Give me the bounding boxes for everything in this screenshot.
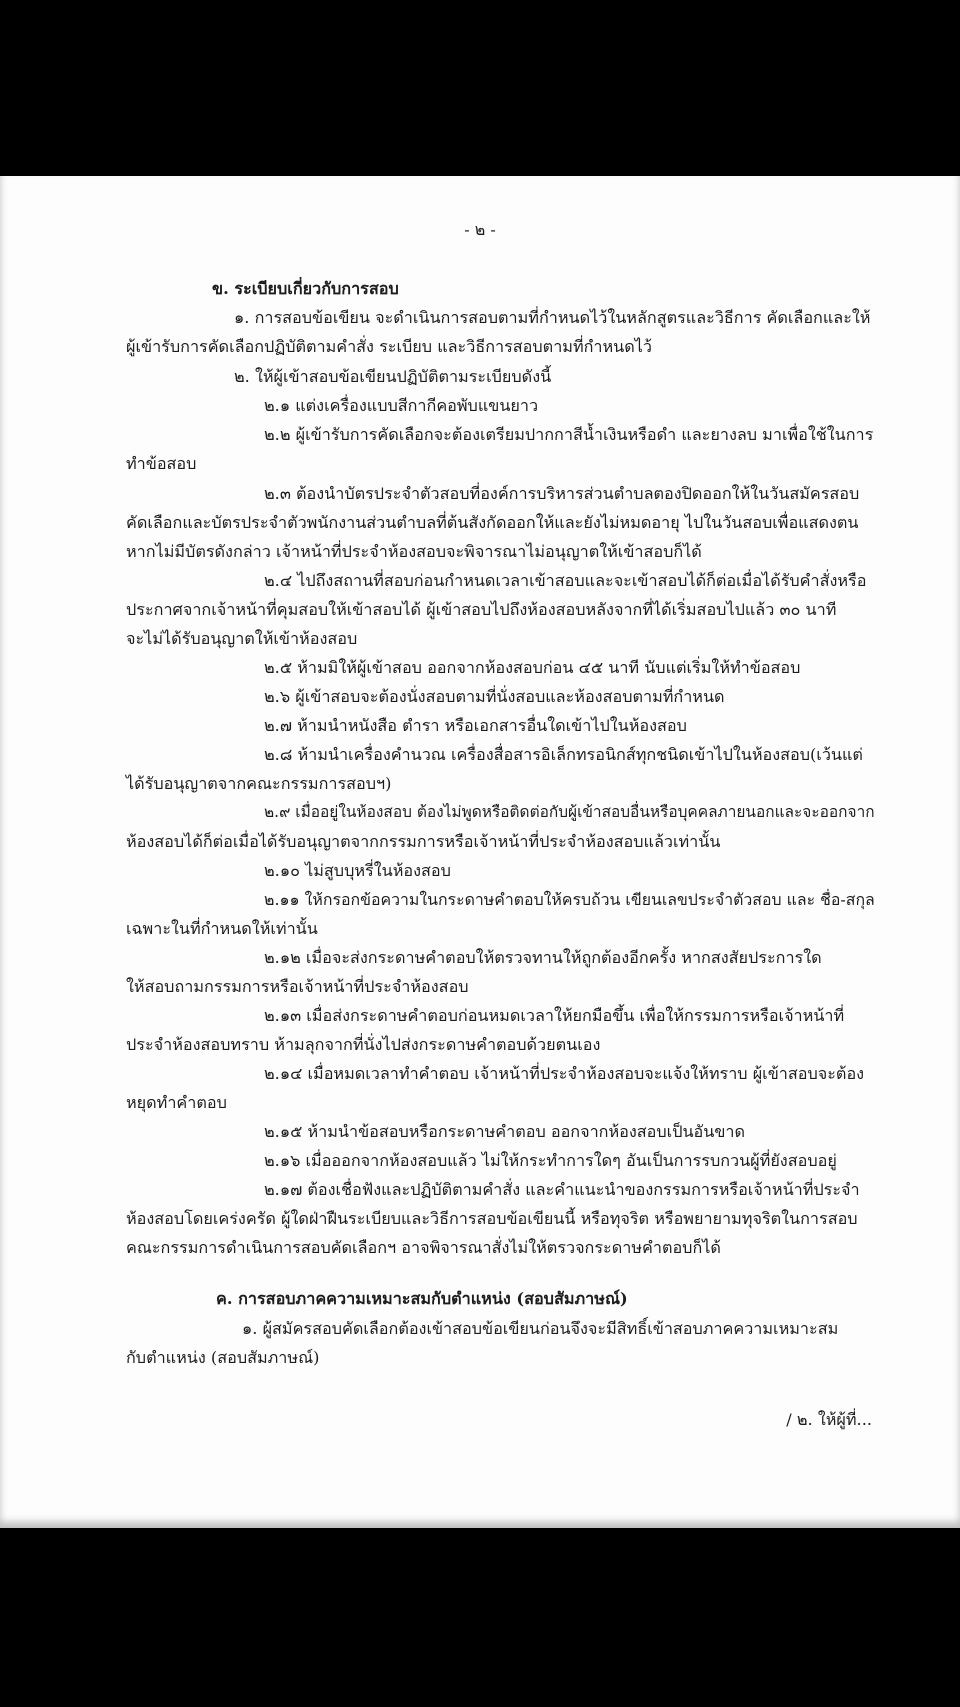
rule-2-14-line-2: หยุดทำคำตอบ	[126, 1093, 227, 1112]
rule-2-17-line-1: ๒.๑๗ ต้องเชื่อฟังและปฏิบัติตามคำสั่ง และคำแนะนำของกรรมการหรือเจ้าหน้าที่ประจำ	[264, 1180, 860, 1199]
rule-2-17-line-3: คณะกรรมการดำเนินการสอบคัดเลือกฯ อาจพิจารณาสั่งไม่ให้ตรวจกระดาษคำตอบก็ได้	[126, 1238, 721, 1257]
rule-2-10: ๒.๑๐ ไม่สูบบุหรี่ในห้องสอบ	[264, 861, 451, 880]
rule-2-4-line-1: ๒.๔ ไปถึงสถานที่สอบก่อนกำหนดเวลาเข้าสอบและจะเข้าสอบได้ก็ต่อเมื่อได้รับคำสั่งหรือ	[264, 571, 867, 590]
rule-2-14-line-1: ๒.๑๔ เมื่อหมดเวลาทำคำตอบ เจ้าหน้าที่ประจำห้องสอบจะแจ้งให้ทราบ ผู้เข้าสอบจะต้อง	[264, 1064, 865, 1083]
section-b-item-1-line-1: ๑. การสอบข้อเขียน จะดำเนินการสอบตามที่กำหนดไว้ในหลักสูตรและวิธีการ คัดเลือกและให้	[234, 308, 871, 327]
section-c-item-1-line-2: กับตำแหน่ง (สอบสัมภาษณ์)	[126, 1348, 320, 1367]
rule-2-12-line-2: ให้สอบถามกรรมการหรือเจ้าหน้าที่ประจำห้องสอบ	[126, 977, 469, 996]
section-c-heading: ค. การสอบภาคความเหมาะสมกับตำแหน่ง (สอบสัมภาษณ์)	[216, 1289, 628, 1308]
section-b-heading: ข. ระเบียบเกี่ยวกับการสอบ	[212, 279, 399, 298]
rule-2-2-line-2: ทำข้อสอบ	[126, 454, 197, 473]
rule-2-9-line-1: ๒.๙ เมื่ออยู่ในห้องสอบ ต้องไม่พูดหรือติดต่อกับผู้เข้าสอบอื่นหรือบุคคลภายนอกและจะออกจาก	[264, 803, 875, 821]
section-b-item-1-line-2: ผู้เข้ารับการคัดเลือกปฏิบัติตามคำสั่ง ระเบียบ และวิธีการสอบตามที่กำหนดไว้	[126, 337, 652, 356]
rule-2-1: ๒.๑ แต่งเครื่องแบบสีกากีคอพับแขนยาว	[264, 396, 539, 415]
rule-2-4-line-2: ประกาศจากเจ้าหน้าที่คุมสอบให้เข้าสอบได้ ผู้เข้าสอบไปถึงห้องสอบหลังจากที่ได้เริ่มสอบไปแล้ว ๓๐ นาที	[126, 600, 837, 619]
rule-2-13-line-1: ๒.๑๓ เมื่อส่งกระดาษคำตอบก่อนหมดเวลาให้ยกมือขึ้น เพื่อให้กรรมการหรือเจ้าหน้าที่	[264, 1006, 845, 1025]
section-b-item-2: ๒. ให้ผู้เข้าสอบข้อเขียนปฏิบัติตามระเบียบดังนี้	[234, 367, 552, 386]
rule-2-7: ๒.๗ ห้ามนำหนังสือ ตำรา หรือเอกสารอื่นใดเข้าไปในห้องสอบ	[264, 716, 687, 735]
document-page	[0, 176, 960, 1528]
rule-2-13-line-2: ประจำห้องสอบทราบ ห้ามลุกจากที่นั่งไปส่งกระดาษคำตอบด้วยตนเอง	[126, 1035, 601, 1054]
rule-2-3-line-1: ๒.๓ ต้องนำบัตรประจำตัวสอบที่องค์การบริหารส่วนตำบลตองปิดออกให้ในวันสมัครสอบ	[264, 484, 860, 503]
rule-2-8-line-2: ได้รับอนุญาตจากคณะกรรมการสอบฯ)	[126, 774, 392, 793]
rule-2-3-line-2: คัดเลือกและบัตรประจำตัวพนักงานส่วนตำบลที่ต้นสังกัดออกให้และยังไม่หมดอายุ ไปในวันสอบเพื่อแสดงตน	[126, 513, 859, 532]
rule-2-5: ๒.๕ ห้ามมิให้ผู้เข้าสอบ ออกจากห้องสอบก่อน ๔๕ นาที นับแต่เริ่มให้ทำข้อสอบ	[264, 658, 801, 677]
rule-2-3-line-3: หากไม่มีบัตรดังกล่าว เจ้าหน้าที่ประจำห้องสอบจะพิจารณาไม่อนุญาตให้เข้าสอบก็ได้	[126, 542, 702, 561]
rule-2-11-line-1: ๒.๑๑ ให้กรอกข้อความในกระดาษคำตอบให้ครบถ้วน เขียนเลขประจำตัวสอบ และ ชื่อ-สกุล	[264, 890, 875, 909]
section-c-item-1-line-1: ๑. ผู้สมัครสอบคัดเลือกต้องเข้าสอบข้อเขียนก่อนจึงจะมีสิทธิ์เข้าสอบภาคความเหมาะสม	[242, 1319, 839, 1338]
rule-2-6: ๒.๖ ผู้เข้าสอบจะต้องนั่งสอบตามที่นั่งสอบและห้องสอบตามที่กำหนด	[264, 687, 725, 706]
rule-2-17-line-2: ห้องสอบโดยเคร่งครัด ผู้ใดฝ่าฝืนระเบียบและวิธีการสอบข้อเขียนนี้ หรือทุจริต หรือพยายามทุจริตในการสอบ	[126, 1209, 858, 1228]
rule-2-8-line-1: ๒.๘ ห้ามนำเครื่องคำนวณ เครื่องสื่อสารอิเล็กทรอนิกส์ทุกชนิดเข้าไปในห้องสอบ(เว้นแต่	[264, 745, 863, 764]
rule-2-2-line-1: ๒.๒ ผู้เข้ารับการคัดเลือกจะต้องเตรียมปากกาสีน้ำเงินหรือดำ และยางลบ มาเพื่อใช้ในการ	[264, 425, 874, 444]
rule-2-11-line-2: เฉพาะในที่กำหนดให้เท่านั้น	[126, 919, 318, 938]
page-number: - ๒ -	[464, 220, 496, 239]
continuation-note: / ๒. ให้ผู้ที่...	[786, 1410, 872, 1429]
rule-2-12-line-1: ๒.๑๒ เมื่อจะส่งกระดาษคำตอบให้ตรวจทานให้ถูกต้องอีกครั้ง หากสงสัยประการใด	[264, 948, 822, 967]
rule-2-15: ๒.๑๕ ห้ามนำข้อสอบหรือกระดาษคำตอบ ออกจากห้องสอบเป็นอันขาด	[264, 1122, 745, 1141]
rule-2-9-line-2: ห้องสอบได้ก็ต่อเมื่อได้รับอนุญาตจากกรรมการหรือเจ้าหน้าที่ประจำห้องสอบแล้วเท่านั้น	[126, 832, 721, 851]
rule-2-4-line-3: จะไม่ได้รับอนุญาตให้เข้าห้องสอบ	[126, 629, 358, 648]
rule-2-16: ๒.๑๖ เมื่อออกจากห้องสอบแล้ว ไม่ให้กระทำการใดๆ อันเป็นการรบกวนผู้ที่ยังสอบอยู่	[264, 1151, 837, 1170]
